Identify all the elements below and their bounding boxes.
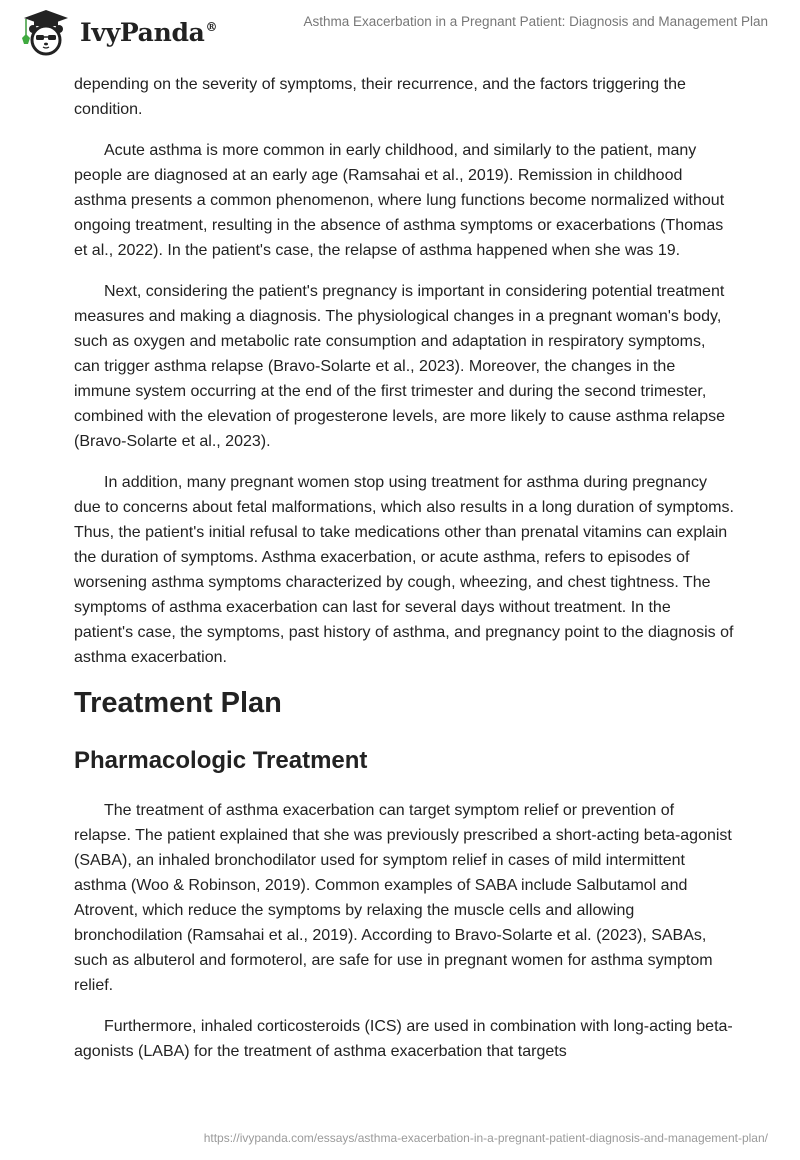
source-url[interactable]: https://ivypanda.com/essays/asthma-exacerbation-in-a-pregnant-patient-diagnosis-and-management-plan/: [203, 1131, 768, 1145]
paragraph-ics-laba: Furthermore, inhaled corticosteroids (ICS) are used in combination with long-acting beta-agonists (LABA) for the treatment of asthma exacerbation that targets: [74, 1018, 733, 1060]
paragraph-saba: The treatment of asthma exacerbation can target symptom relief or prevention of relapse. The patient explained that she was previously prescribed a short-acting beta-agonist (SABA), an inhaled bronchodilator used for symptom relief in cases of mild intermittent asthma (Woo & Robinson, 2019). Common examples of SABA include Salbutamol and Atrovent, which reduce the symptoms by relaxing the muscle cells and allowing bronchodilation (Ramsahai et al., 2019). According to Bravo-Solarte et al. (2023), SABAs, such as albuterol and formoterol, are safe for use in pregnant women for asthma symptom relief.: [74, 802, 732, 994]
paragraph-treatment-refusal: In addition, many pregnant women stop using treatment for asthma during pregnancy due to concerns about fetal malformations, which also results in a long duration of symptoms. Thus, the patient's initial refusal to take medications other than prenatal vitamins can explain the duration of symptoms. Asthma exacerbation, or acute asthma, refers to episodes of worsening asthma symptoms characterized by cough, wheezing, and chest tightness. The symptoms of asthma exacerbation can last for several days without treatment. In the patient's case, the symptoms, past history of asthma, and pregnancy point to the diagnosis of asthma exacerbation.: [74, 474, 734, 666]
panda-graduate-icon: [16, 8, 76, 56]
subsection-heading-pharmacologic: Pharmacologic Treatment: [74, 747, 368, 774]
brand-name: IvyPanda®: [80, 17, 218, 47]
paragraph-continuation: depending on the severity of symptoms, their recurrence, and the factors triggering the condition.: [74, 76, 686, 118]
paragraph-pregnancy: Next, considering the patient's pregnancy is important in considering potential treatment measures and making a diagnosis. The physiological changes in a pregnant woman's body, such as oxygen and metabolic rate consumption and adaptation in respiratory symptoms, can trigger asthma relapse (Bravo-Solarte et al., 2023). Moreover, the changes in the immune system occurring at the end of the first trimester and during the second trimester, combined with the elevation of progesterone levels, are more likely to cause asthma relapse (Bravo-Solarte et al., 2023).: [74, 283, 726, 450]
essay-body: [74, 72, 734, 1080]
page-header: [0, 0, 800, 60]
brand-logo[interactable]: [16, 8, 217, 56]
paragraph-acute-asthma: Acute asthma is more common in early childhood, and similarly to the patient, many people are diagnosed at an early age (Ramsahai et al., 2019). Remission in childhood asthma presents a common phenomenon, where lung functions become normalized without ongoing treatment, resulting in the absence of asthma symptoms or exacerbations (Thomas et al., 2022). In the patient's case, the relapse of asthma happened when she was 19.: [74, 142, 725, 259]
section-heading-treatment-plan: Treatment Plan: [74, 687, 282, 719]
document-title: Asthma Exacerbation in a Pregnant Patient: Diagnosis and Management Plan: [303, 14, 768, 29]
